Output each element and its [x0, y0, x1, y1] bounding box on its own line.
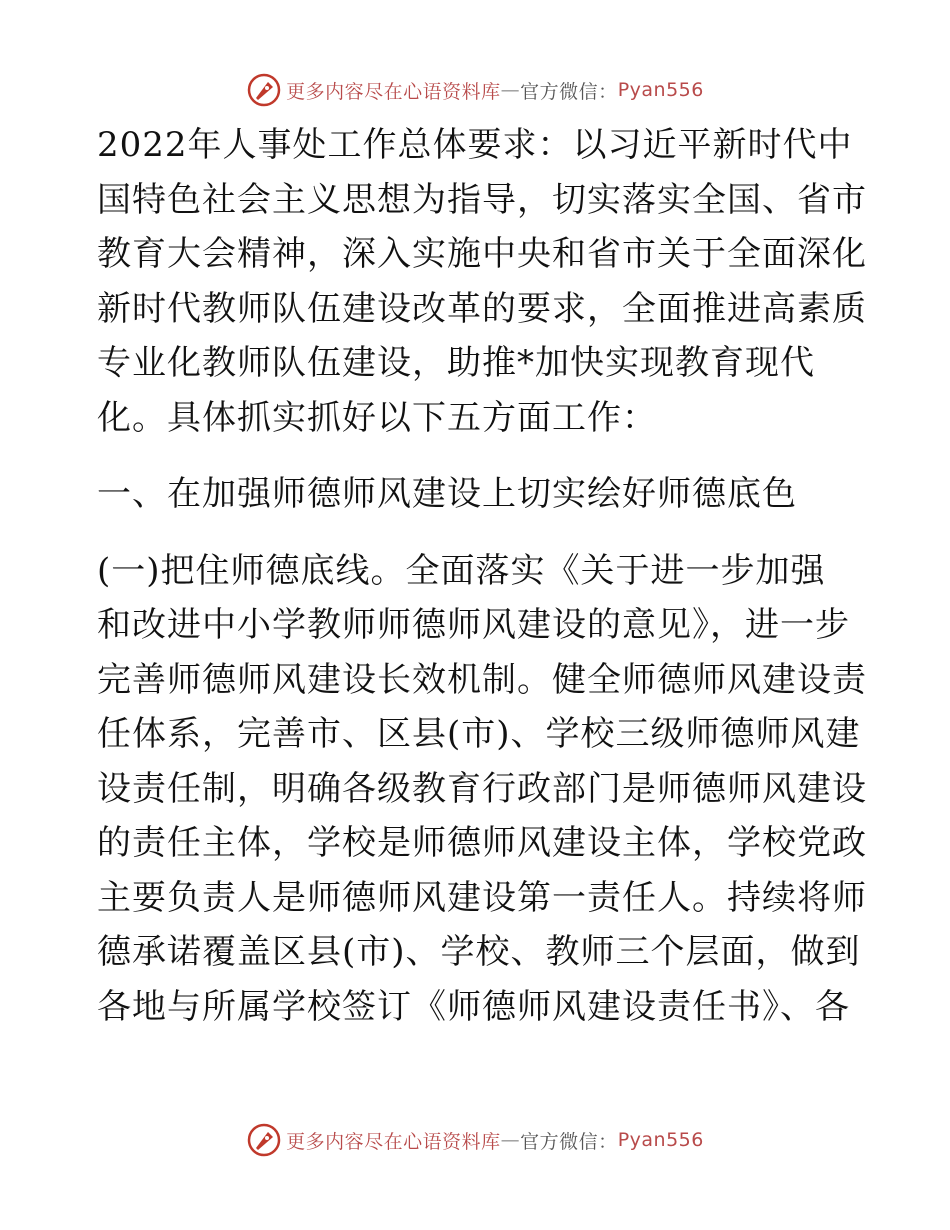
- text-line: 各地与所属学校签订《师德师风建设责任书》、各: [97, 986, 850, 1027]
- text-line: 新时代教师队伍建设改革的要求，全面推进高素质: [97, 288, 867, 329]
- text-line: 国特色社会主义思想为指导，切实落实全国、省市: [97, 179, 867, 220]
- text-line: 专业化教师队伍建设，助推*加快实现教育现代: [97, 343, 815, 383]
- banner-text: 更多内容尽在心语资料库: [286, 80, 501, 103]
- text-line: 2022年人事处工作总体要求：以习近平新时代中: [97, 125, 853, 165]
- section-heading: [97, 467, 857, 522]
- banner-wechat-id: Pyan556: [617, 79, 704, 101]
- text-line: 完善师德师风建设长效机制。健全师德师风建设责: [97, 659, 867, 700]
- top-watermark-banner: [0, 70, 950, 110]
- banner-text: 更多内容尽在心语资料库: [286, 1130, 501, 1153]
- banner-separator: —: [500, 1129, 521, 1151]
- heading-line: 一、在加强师德师风建设上切实绘好师德底色: [97, 474, 797, 514]
- paragraph-subsection-1: [97, 544, 867, 1035]
- text-line: 和改进中小学教师师德师风建设的意见》，进一步: [97, 605, 850, 645]
- text-line: 德承诺覆盖区县(市)、学校、教师三个层面，做到: [97, 932, 861, 972]
- pen-nib-logo-icon: [246, 1122, 282, 1158]
- banner-separator: —: [500, 79, 521, 101]
- document-body: [97, 118, 867, 1034]
- banner-wechat-label: 官方微信：: [520, 80, 618, 103]
- text-line: 化。具体抓实抓好以下五方面工作：: [97, 397, 657, 438]
- text-line: (一)把住师德底线。全面落实《关于进一步加强: [97, 550, 826, 591]
- banner-wechat-id: Pyan556: [617, 1129, 704, 1151]
- text-line: 的责任主体，学校是师德师风建设主体，学校党政: [97, 823, 867, 863]
- text-line: 教育大会精神，深入实施中央和省市关于全面深化: [97, 234, 867, 274]
- banner-wechat-label: 官方微信：: [520, 1130, 618, 1153]
- text-line: 主要负责人是师德师风建设第一责任人。持续将师: [97, 877, 867, 918]
- text-line: 任体系，完善市、区县(市)、学校三级师德师风建: [97, 714, 861, 754]
- paragraph-intro: [97, 118, 867, 445]
- text-line: 设责任制，明确各级教育行政部门是师德师风建设: [97, 768, 867, 809]
- bottom-watermark-banner: [0, 1120, 950, 1160]
- pen-nib-logo-icon: [246, 72, 282, 108]
